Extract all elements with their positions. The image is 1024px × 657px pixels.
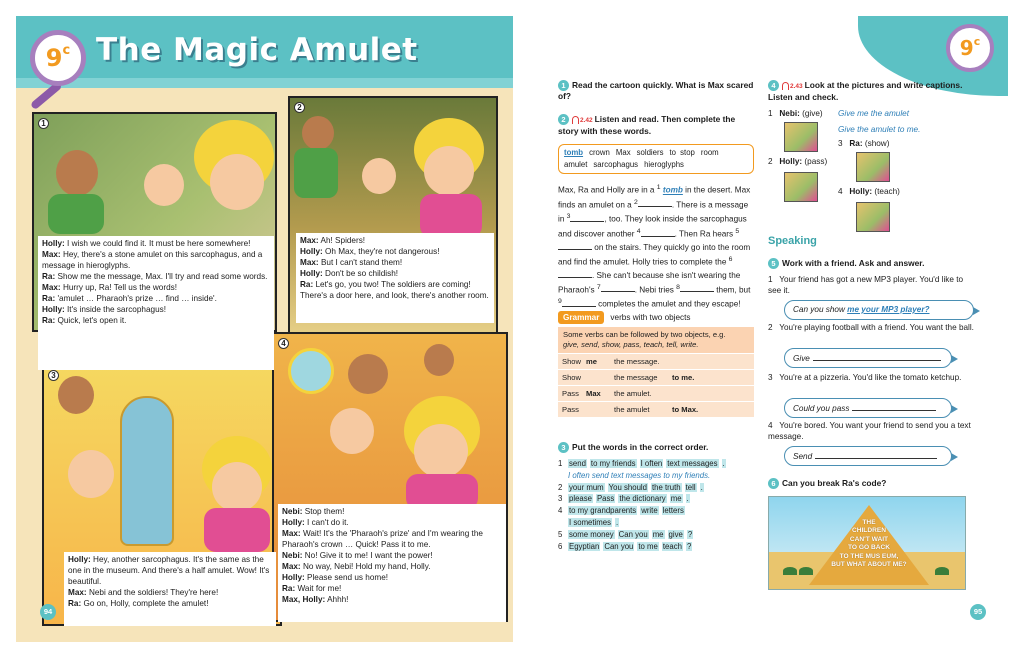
lesson-sup: c — [973, 34, 981, 48]
character-holly — [210, 154, 264, 210]
speaking-prompt-2: 2 You're playing football with a friend. You want the ball. — [768, 323, 974, 332]
page-title: The Magic Amulet — [96, 32, 418, 68]
gap-1-answer: tomb — [662, 185, 683, 195]
section-title-speaking: Speaking — [768, 235, 817, 247]
character-holly-body — [204, 508, 270, 552]
character-ra-body — [294, 148, 338, 198]
gap-4[interactable] — [641, 228, 675, 237]
caption-answer-1b: Give the amulet to me. — [838, 125, 921, 134]
sun-disc — [288, 348, 334, 394]
list-item: 3 please Pass the dictionary me . — [558, 494, 689, 504]
exercise-number: 6 — [768, 478, 779, 489]
exercise-number: 2 — [558, 114, 569, 125]
list-item: 1 send to my friends I often text messages . — [558, 459, 725, 468]
caption-picture-1 — [784, 122, 818, 152]
grammar-row: Pass the amulet to Max. — [558, 401, 754, 417]
caption-item-1: 1 Nebi: (give) — [768, 109, 823, 118]
lesson-badge-right — [946, 24, 994, 72]
exercise-number: 3 — [558, 442, 569, 453]
word-order-list — [558, 458, 754, 552]
grammar-box — [558, 310, 754, 417]
speech-panel-2: Max: Ah! Spiders! Holly: Oh Max, they're not dangerous! Max: But I can't stand them! Holly: Don't be so childish! Ra: Let's go, you two! The soldiers are coming! There's a door here, and look, there's another room. — [296, 233, 494, 323]
speech-panel-3: Holly: Hey, another sarcophagus. It's the same as the one in the museum. And there's a half amulet. Wow! It's beautiful. Max: Nebi and the soldiers! They're here! Ra: Go on, Holly, complete the amulet! — [64, 552, 276, 626]
character-ra — [348, 354, 388, 394]
character-max — [362, 158, 396, 194]
character-max — [68, 450, 114, 498]
speech-bubble-1[interactable]: Can you show me your MP3 player? — [784, 300, 974, 320]
character-holly — [212, 462, 262, 512]
panel-number: 4 — [278, 338, 289, 349]
palm-tree-icon — [935, 567, 949, 575]
palm-tree-icon — [783, 567, 797, 575]
left-page — [16, 16, 513, 642]
character-ra — [56, 150, 98, 196]
lesson-sup: c — [62, 42, 71, 58]
answer-line[interactable] — [815, 451, 937, 459]
caption-picture-2 — [784, 172, 818, 202]
exercise-number: 4 — [768, 80, 779, 91]
list-item: 2 your mum You should the truth tell . — [558, 482, 703, 492]
panel-number: 2 — [294, 102, 305, 113]
gap-5[interactable] — [558, 241, 592, 250]
speech-bubble-4[interactable]: Send — [784, 446, 952, 466]
page-number-right: 95 — [970, 604, 986, 620]
pyramid-code-text: THE CHILDREN CAN'T WAIT TO GO BACK TO THE MUS EUM, BUT WHAT ABOUT ME? — [831, 519, 907, 569]
caption-picture-4 — [856, 202, 890, 232]
sarcophagus — [120, 396, 174, 546]
exercise-number: 1 — [558, 80, 569, 91]
page-number-left: 94 — [40, 604, 56, 620]
lesson-badge — [30, 30, 86, 86]
character-holly-body — [420, 194, 482, 238]
character-holly — [424, 146, 474, 196]
audio-track: 2.42 — [580, 117, 593, 124]
exercise-6: 6 Can you break Ra's code? — [768, 478, 978, 489]
speech-bubble-3[interactable]: Could you pass — [784, 398, 952, 418]
caption-item-2: 2 Holly: (pass) — [768, 157, 828, 166]
speaking-prompt-4: 4 You're bored. You want your friend to send you a text message. — [768, 421, 971, 441]
example-answer: I often send text messages to my friends. — [568, 470, 711, 480]
speech-panel-4: Nebi: Stop them! Holly: I can't do it. Max: Wait! It's the 'Pharaoh's prize' and I'm wearing the Pharaoh's crown … Quick! Pass it to me. Nebi: No! Give it to me! I want the power! Max: No way, Nebi! Hold my hand, Holly. Holly: Please send us home! Ra: Wait for me! Max, Holly: Ahhh! — [278, 504, 506, 622]
audio-track: 2.43 — [790, 83, 803, 90]
exercise-2: 2 2.42 Listen and read. Then complete the story with these words. — [558, 114, 736, 136]
gap-3[interactable] — [570, 213, 604, 222]
panel-number: 3 — [48, 370, 59, 381]
character-ra-body — [48, 194, 104, 234]
character-nebi — [424, 344, 454, 376]
character-holly — [414, 424, 468, 478]
word-box: tomb crown Max soldiers to stop room amulet sarcophagus hieroglyphs — [558, 144, 754, 174]
caption-item-4: 4 Holly: (teach) — [838, 187, 900, 196]
grammar-subtitle: verbs with two objects — [610, 313, 691, 322]
story-text: Max, Ra and Holly are in a $^1$ tomb in the desert. Max finds an amulet on a $^2$ . There is a message in $^3$ , too. They look inside the sarcophagus and discover another $^4$ . Then Ra hears $^5$ on the stairs. They quickly go into the room and find the amulet. Holly tries to complete the $^6$. She can't because she isn't wearing the Pharaoh's $^7$ . Nebi tries $^8$ them, but $^9$ completes the amulet and they escape! — [558, 184, 751, 310]
right-page — [522, 16, 1008, 642]
speech-panel-1: Holly: I wish we could find it. It must be here somewhere! Max: Hey, there's a stone amulet on this sarcophagus, and a message in hieroglyphs. Ra: Show me the message, Max. I'll try and read some words. Max: Hurry up, Ra! Tell us the words! Ra: 'amulet … Pharaoh's prize … find … inside'. Holly: It's inside the sarcophagus! Ra: Quick, let's open it. — [38, 236, 274, 370]
answer-line[interactable] — [813, 353, 941, 361]
grammar-row: Show me the message. — [558, 353, 754, 369]
speaking-prompt-3: 3 You're at a pizzeria. You'd like the tomato ketchup. — [768, 373, 962, 382]
exercise-3: 3 Put the words in the correct order. — [558, 442, 754, 453]
character-ra — [302, 116, 334, 150]
audio-icon[interactable] — [572, 116, 579, 124]
gap-7[interactable] — [601, 283, 635, 292]
panel-number: 1 — [38, 118, 49, 129]
character-ra — [58, 376, 94, 414]
lesson-number: 9 — [45, 44, 63, 72]
grammar-row: Pass Max the amulet. — [558, 385, 754, 401]
list-item: 4 to my grandparents write letters — [558, 506, 684, 516]
grammar-row: Show the message to me. — [558, 369, 754, 385]
pyramid-code-picture — [768, 496, 966, 590]
gap-2[interactable] — [638, 198, 672, 207]
bubble-answer-1: me your MP3 player? — [847, 305, 930, 314]
lesson-number: 9 — [959, 36, 974, 60]
speech-bubble-2[interactable]: Give — [784, 348, 952, 368]
gap-8[interactable] — [680, 283, 714, 292]
exercise-1: 1 Read the cartoon quickly. What is Max scared of? — [558, 80, 754, 102]
list-item: I sometimes . — [569, 517, 619, 527]
answer-line[interactable] — [852, 403, 936, 411]
exercise-5: 5 Work with a friend. Ask and answer. — [768, 258, 978, 269]
list-item: 5 some money Can you me give ? — [558, 529, 693, 539]
exercise-4: 4 2.43 Look at the pictures and write captions. Listen and check. — [768, 80, 963, 102]
caption-item-3: 3 Ra: (show) — [838, 139, 890, 148]
character-max — [330, 408, 374, 454]
speaking-prompt-1: 1 Your friend has got a new MP3 player. You'd like to see it. — [768, 275, 964, 295]
grammar-note: Some verbs can be followed by two objects, e.g. give, send, show, pass, teach, tell, write. — [558, 327, 754, 353]
grammar-tag: Grammar — [558, 311, 604, 324]
caption-answer-1a: Give me the amulet — [838, 109, 909, 118]
character-max — [144, 164, 184, 206]
exercise-number: 5 — [768, 258, 779, 269]
audio-icon[interactable] — [782, 82, 789, 90]
gap-6[interactable] — [558, 269, 592, 278]
list-item: 6 Egyptian Can you to me teach ? — [558, 541, 692, 551]
caption-picture-3 — [856, 152, 890, 182]
gap-9[interactable] — [562, 298, 596, 307]
